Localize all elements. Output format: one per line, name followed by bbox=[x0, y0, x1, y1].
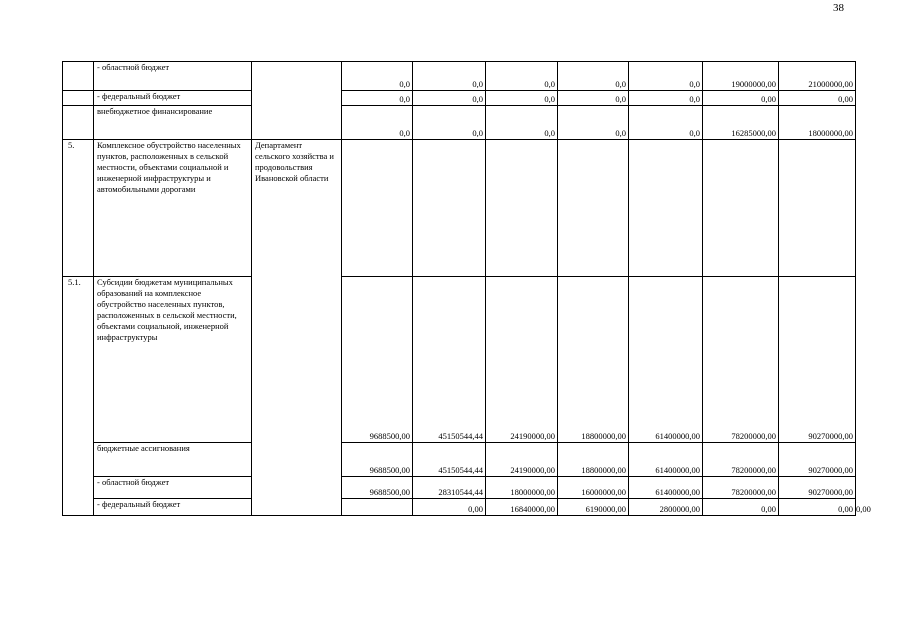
value-cell: 61400000,00 bbox=[629, 477, 703, 499]
value-cell: 0,0 bbox=[342, 91, 413, 106]
value-cell: 16000000,00 bbox=[558, 477, 629, 499]
value-cell: 90270000,00 bbox=[779, 477, 856, 499]
table-row bbox=[63, 62, 856, 91]
value-cell: 0,0 bbox=[486, 91, 558, 106]
value-cell: 18800000,00 bbox=[558, 277, 629, 443]
value-cell: 24190000,00 bbox=[486, 277, 558, 443]
value-cell bbox=[342, 140, 413, 277]
value-cell: 2800000,00 bbox=[629, 499, 703, 516]
value-cell: 9688500,00 bbox=[342, 443, 413, 477]
row-name: бюджетные ассигнования bbox=[94, 443, 252, 477]
table-row bbox=[63, 140, 856, 277]
row-name: Комплексное обустройство населенных пунктов, расположенных в сельской местности, объектами социальной и инженерной инфраструктуры и автомобильными дорогами bbox=[94, 140, 252, 277]
value-cell: 61400000,00 bbox=[629, 443, 703, 477]
value-cell: 28310544,44 bbox=[413, 477, 486, 499]
value-cell bbox=[629, 140, 703, 277]
value-cell: 0,0 bbox=[558, 62, 629, 91]
value-cell: 18000000,00 bbox=[779, 106, 856, 140]
row-number bbox=[63, 106, 94, 140]
value-cell: 45150544,44 bbox=[413, 277, 486, 443]
row-name: - федеральный бюджет bbox=[94, 499, 252, 516]
row-name: - областной бюджет bbox=[94, 62, 252, 91]
value-cell: 45150544,44 bbox=[413, 443, 486, 477]
value-cell bbox=[413, 140, 486, 277]
row-number bbox=[63, 62, 94, 91]
executor-cell-empty bbox=[342, 499, 413, 516]
value-cell: 0,0 bbox=[342, 62, 413, 91]
value-cell: 0,0 bbox=[413, 106, 486, 140]
value-cell: 6190000,00 bbox=[558, 499, 629, 516]
value-cell: 24190000,00 bbox=[486, 443, 558, 477]
value-cell: 9688500,00 bbox=[342, 277, 413, 443]
table-row bbox=[63, 91, 856, 106]
executor-cell-empty bbox=[252, 62, 342, 140]
value-cell: 0,00 bbox=[703, 91, 779, 106]
value-cell: 90270000,00 bbox=[779, 277, 856, 443]
table-row bbox=[63, 277, 856, 443]
row-name: - областной бюджет bbox=[94, 477, 252, 499]
value-cell bbox=[486, 140, 558, 277]
value-cell: 16840000,00 bbox=[486, 499, 558, 516]
value-cell: 78200000,00 bbox=[703, 477, 779, 499]
row-number: 5.1. bbox=[63, 277, 94, 443]
table-row bbox=[63, 443, 856, 477]
value-cell: 90270000,00 bbox=[779, 443, 856, 477]
row-number bbox=[63, 499, 94, 516]
value-cell: 18800000,00 bbox=[558, 443, 629, 477]
row-number bbox=[63, 91, 94, 106]
value-cell: 0,00 bbox=[779, 91, 856, 106]
table-row bbox=[63, 106, 856, 140]
value-cell: 0,0 bbox=[413, 91, 486, 106]
value-cell: 18000000,00 bbox=[486, 477, 558, 499]
value-cell: 78200000,00 bbox=[703, 443, 779, 477]
value-cell: 0,0 bbox=[342, 106, 413, 140]
value-cell: 0,0 bbox=[629, 106, 703, 140]
value-cell: 61400000,00 bbox=[629, 277, 703, 443]
value-cell: 0,0 bbox=[558, 91, 629, 106]
row-name: Субсидии бюджетам муниципальных образований на комплексное обустройство населенных пунктов, расположенных в сельской местности, объектами социальной, инженерной инфраструктуры bbox=[94, 277, 252, 443]
value-cell: 0,0 bbox=[486, 62, 558, 91]
value-cell: 0,0 bbox=[413, 62, 486, 91]
page-number: 38 bbox=[833, 2, 844, 14]
value-cell: 0,00 bbox=[779, 499, 856, 516]
value-cell bbox=[558, 140, 629, 277]
value-cell: 16285000,00 bbox=[703, 106, 779, 140]
value-cell: 9688500,00 bbox=[342, 477, 413, 499]
budget-table bbox=[62, 61, 871, 516]
value-cell: 0,0 bbox=[629, 62, 703, 91]
value-cell: 21000000,00 bbox=[779, 62, 856, 91]
value-cell: 19000000,00 bbox=[703, 62, 779, 91]
value-cell: 0,00 bbox=[703, 499, 779, 516]
value-cell: 0,0 bbox=[629, 91, 703, 106]
row-number: 5. bbox=[63, 140, 94, 277]
row-number bbox=[63, 443, 94, 477]
value-cell: 78200000,00 bbox=[703, 277, 779, 443]
row-name: - федеральный бюджет bbox=[94, 91, 252, 106]
table-row bbox=[63, 477, 856, 499]
value-cell bbox=[703, 140, 779, 277]
value-cell: 0,0 bbox=[558, 106, 629, 140]
executor-cell: Департамент сельского хозяйства и продовольствия Ивановской области bbox=[252, 140, 342, 516]
value-cell: 0,00 bbox=[413, 499, 486, 516]
table-row: - федеральный бюджет 0,00 16840000,00 6190000,00 2800000,00 0,00 0,00 0,00 bbox=[63, 499, 856, 516]
value-cell bbox=[779, 140, 856, 277]
row-name: внебюджетное финансирование bbox=[94, 106, 252, 140]
value-cell: 0,0 bbox=[486, 106, 558, 140]
row-number bbox=[63, 477, 94, 499]
